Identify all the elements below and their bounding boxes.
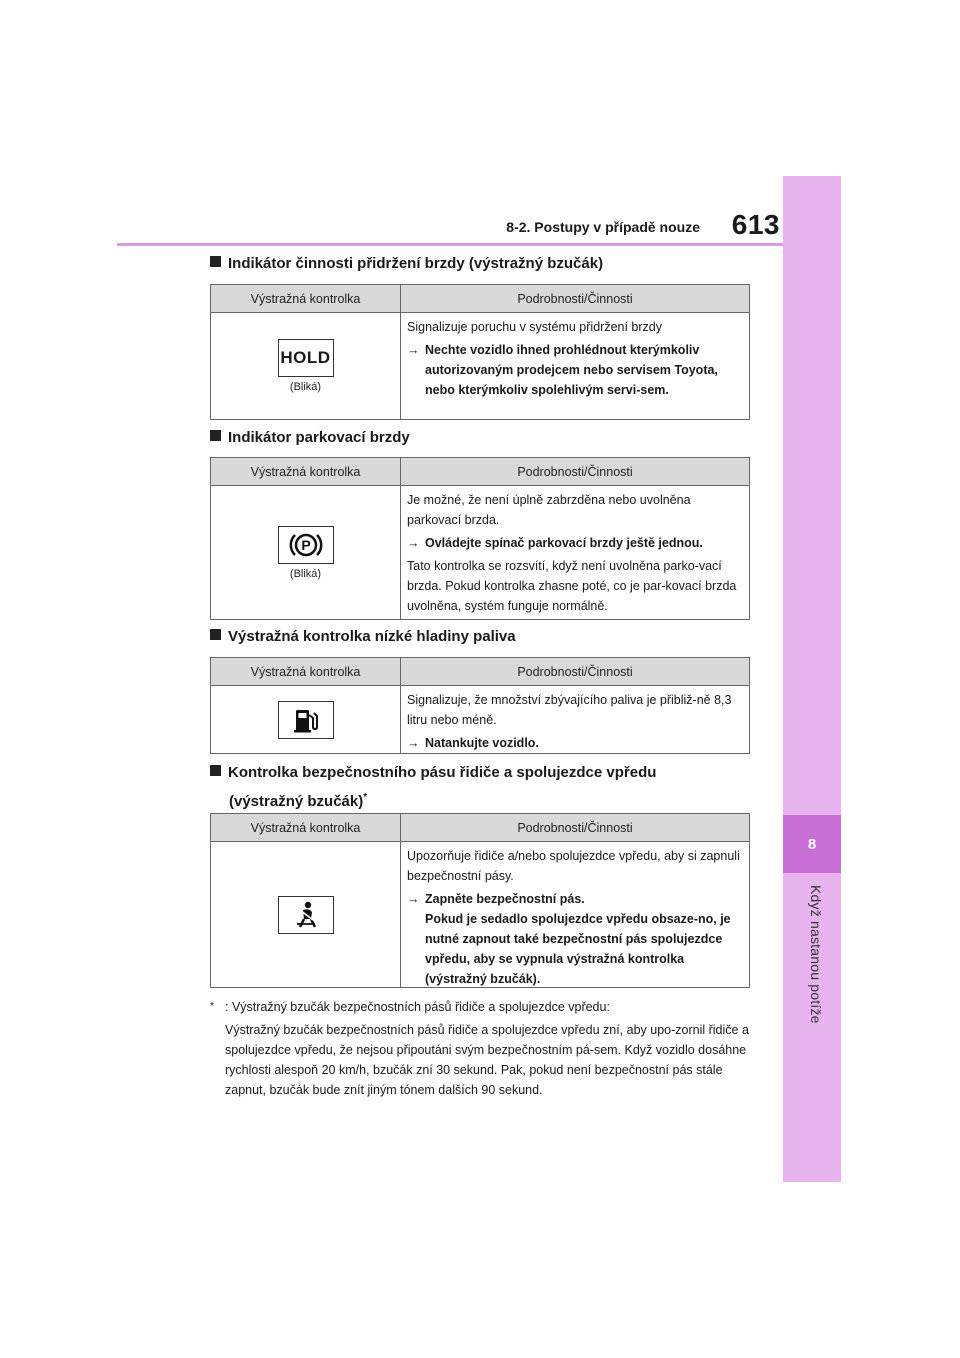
table-header-details: Podrobnosti/Činnosti bbox=[517, 291, 633, 306]
action-text: → Ovládejte spínač parkovací brzdy ještě jednou. bbox=[407, 536, 703, 550]
section-title: 8-2. Postupy v případě nouze bbox=[506, 219, 700, 235]
table-header-details: Podrobnosti/Činnosti bbox=[517, 820, 633, 835]
parking-brake-icon bbox=[278, 526, 334, 564]
page-number: 613 bbox=[731, 209, 780, 240]
warning-light-cell bbox=[211, 686, 401, 753]
details-cell bbox=[401, 686, 749, 753]
description-text: Signalizuje poruchu v systému přidržení brzdy bbox=[407, 320, 662, 334]
action-text: → Zapněte bezpečnostní pás. bbox=[407, 892, 585, 906]
svg-text:P: P bbox=[300, 536, 311, 553]
action-text: → Nechte vozidlo ihned prohlédnout kterýmkoliv autorizovaným prodejcem nebo servisem Toyota, nebo kterýmkoliv spolehlivým servi-sem. bbox=[407, 343, 718, 397]
warning-table-hold bbox=[210, 284, 750, 420]
section-heading-parking-brake: Indikátor parkovací brzdy bbox=[210, 426, 410, 449]
square-bullet-icon bbox=[210, 256, 221, 267]
section-heading-low-fuel: Výstražná kontrolka nízké hladiny paliva bbox=[210, 625, 516, 648]
blink-caption: (Bliká) bbox=[289, 381, 322, 393]
footnote-title: : Výstražný bzučák bezpečnostních pásů řidiče a spolujezdce vpředu: bbox=[225, 1000, 610, 1014]
blink-caption: (Bliká) bbox=[289, 567, 322, 580]
details-cell bbox=[401, 842, 749, 987]
note-text: Tato kontrolka se rozsvítí, když není uvolněna parko-vací brzda. Pokud kontrolka zhasne poté, co je par-kovací brzda uvolněna, systém funguje normálně. bbox=[407, 559, 737, 613]
action-text: → Natankujte vozidlo. bbox=[407, 736, 539, 750]
footnote-marker: * bbox=[210, 1001, 215, 1012]
square-bullet-icon bbox=[210, 430, 221, 441]
action-detail-text: Pokud je sedadlo spolujezdce vpředu obsaze-no, je nutné zapnout také bezpečnostní pás spolujezdce vpředu, aby se vypnula výstražná kontrolka (výstražný bzučák). bbox=[425, 912, 731, 986]
square-bullet-icon bbox=[210, 765, 221, 776]
table-header-light: Výstražná kontrolka bbox=[211, 658, 401, 685]
table-header-details: Podrobnosti/Činnosti bbox=[517, 664, 633, 679]
chapter-title: Když nastanou potíže bbox=[808, 885, 824, 1024]
details-cell bbox=[401, 313, 749, 419]
warning-table-seatbelt bbox=[210, 813, 750, 988]
table-header-details: Podrobnosti/Činnosti bbox=[517, 464, 633, 479]
table-header-light: Výstražná kontrolka bbox=[211, 285, 401, 312]
section-heading-hold: Indikátor činnosti přidržení brzdy (výstražný bzučák) bbox=[210, 252, 603, 275]
warning-light-cell bbox=[211, 486, 401, 619]
hold-indicator-icon: HOLD bbox=[278, 339, 334, 377]
warning-light-cell bbox=[211, 313, 401, 419]
footnote-body: Výstražný bzučák bezpečnostních pásů řidiče a spolujezdce vpředu zní, aby upo-zornil řidiče a spolujezdce vpředu, že nejsou připoutáni svým bezpečnostním pá-sem. Když vozidlo dosáhne rychlosti alespoň 20 km/h, bzučák zní 30 sekund. Pak, pokud není bezpečnostní pás stále zapnut, bzučák bude znít jiným tónem dalších 90 sekund. bbox=[225, 1023, 749, 1098]
description-text: Je možné, že není úplně zabrzděna nebo uvolněna parkovací brzda. bbox=[407, 493, 691, 527]
description-text: Upozorňuje řidiče a/nebo spolujezdce vpředu, aby si zapnuli bezpečnostní pásy. bbox=[407, 849, 740, 883]
warning-table-parking-brake bbox=[210, 457, 750, 620]
table-header-light: Výstražná kontrolka bbox=[211, 458, 401, 485]
details-cell bbox=[401, 486, 749, 619]
footnote-marker: * bbox=[363, 792, 368, 803]
square-bullet-icon bbox=[210, 629, 221, 640]
description-text: Signalizuje, že množství zbývajícího paliva je přibliž-ně 8,3 litru nebo méně. bbox=[407, 693, 732, 727]
warning-table-low-fuel bbox=[210, 657, 750, 754]
footnote bbox=[210, 997, 750, 1100]
fuel-pump-icon bbox=[278, 701, 334, 739]
warning-light-cell bbox=[211, 842, 401, 987]
section-heading-seatbelt: Kontrolka bezpečnostního pásu řidiče a spolujezdce vpředu (výstražný bzučák)* bbox=[210, 761, 656, 813]
chapter-number[interactable]: 8 bbox=[783, 815, 841, 873]
table-header-light: Výstražná kontrolka bbox=[211, 814, 401, 841]
seatbelt-icon bbox=[278, 896, 334, 934]
header-divider bbox=[117, 243, 783, 246]
